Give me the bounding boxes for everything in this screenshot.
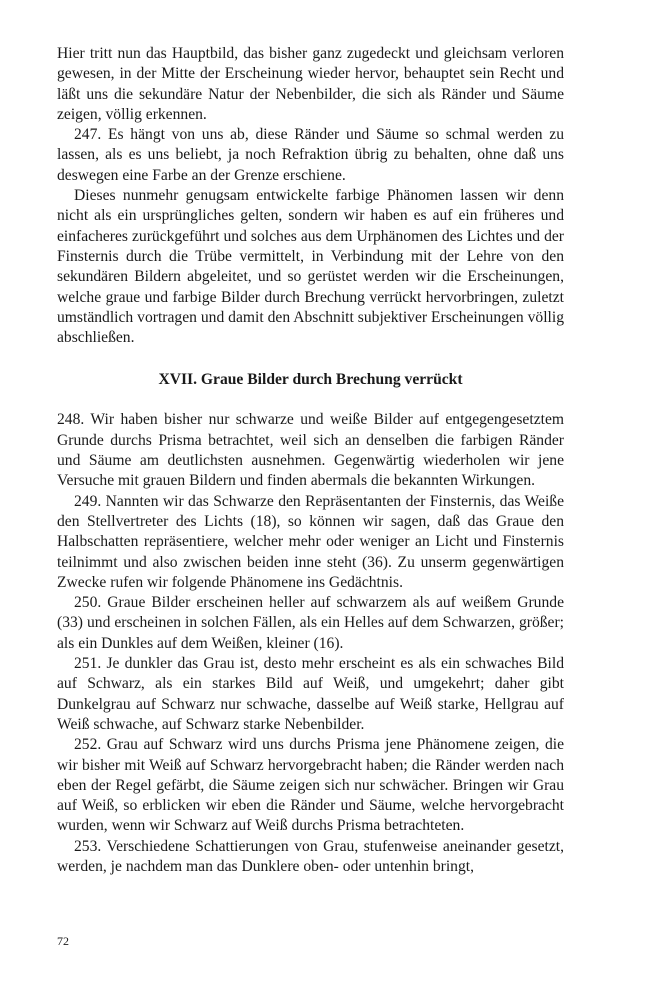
page-number: 72 xyxy=(57,934,69,948)
paragraph-251: 251. Je dunkler das Grau ist, desto mehr erscheint es als ein schwaches Bild auf Schwarz, als ein starkes Bild auf Weiß, und umgekehrt; daher gibt Dunkelgrau auf Schwarz nur schwache, dasselbe auf Weiß starke, Hellgrau auf Weiß schwache, auf Schwarz starke Nebenbilder. xyxy=(57,655,564,733)
paragraph-249: 249. Nannten wir das Schwarze den Repräsentanten der Finsternis, das Weiße den Stellvertreter des Lichts (18), so können wir sagen, daß das Graue den Halbschatten repräsentiere, welcher mehr oder weniger an Licht und Finsternis teilnimmt und also zwischen beiden inne steht (36). Zu unserm gegenwärtigen Zwecke rufen wir folgende Phänomene ins Gedächtnis. xyxy=(57,492,564,591)
paragraph-252: 252. Grau auf Schwarz wird uns durchs Prisma jene Phänomene zeigen, die wir bisher mit Weiß auf Schwarz hervorgebracht haben; die Ränder werden nach eben der Regel gefärbt, die Säume zeigen sich nur schwächer. Bringen wir Grau auf Weiß, so erblicken wir eben die Ränder und Säume, welche hervorgebracht wurden, wenn wir Schwarz auf Weiß durchs Prisma betrachteten. xyxy=(57,736,564,835)
section-heading: XVII. Graue Bilder durch Brechung verrückt xyxy=(158,371,463,389)
paragraph-248: 248. Wir haben bisher nur schwarze und weiße Bilder auf entgegengesetztem Grunde durchs Prisma betrachtet, weil sich an denselben die farbigen Ränder und Säume am deutlichsten ausnehmen. Gegenwärtig wiederholen wir jene Versuche mit grauen Bildern und finden abermals die bekannten Wirkungen. xyxy=(57,411,564,490)
paragraph-continuation: Hier tritt nun das Hauptbild, das bisher ganz zugedeckt und gleichsam verloren gewesen, in der Mitte der Erscheinung wieder hervor, behauptet sein Recht und läßt uns die sekundäre Natur der Nebenbilder, die sich als Ränder und Säume zeigen, völlig erkennen. xyxy=(57,45,564,123)
body-text-section xyxy=(57,410,564,877)
paragraph-253: 253. Verschiedene Schattierungen von Grau, stufenweise aneinander gesetzt, werden, je nachdem man das Dunklere oben- oder untenhin bringt, xyxy=(57,837,564,875)
paragraph-250: 250. Graue Bilder erscheinen heller auf schwarzem als auf weißem Grunde (33) und erscheinen in solchen Fällen, als ein Helles auf dem Schwarzen, größer; als ein Dunkles auf dem Weißen, kleiner (16). xyxy=(57,594,564,652)
paragraph-247: 247. Es hängt von uns ab, diese Ränder und Säume so schmal werden zu lassen, als es uns beliebt, ja noch Refraktion übrig zu behalten, ohne daß uns deswegen eine Farbe an der Grenze erschiene. xyxy=(57,126,564,184)
paragraph-dieses: Dieses nunmehr genugsam entwickelte farbige Phänomen lassen wir denn nicht als ein ursprüngliches gelten, sondern wir haben es auf ein früheres und einfacheres zurückgeführt und solches aus dem Urphänomen des Lichtes und der Finsternis durch die Trübe vermittelt, in Verbindung mit der Lehre von den sekundären Bildern abgeleitet, und so gerüstet werden wir die Erscheinungen, welche graue und farbige Bilder durch Brechung verrückt hervorbringen, zuletzt umständlich vortragen und damit den Abschnitt subjektiver Erscheinungen völlig abschließen. xyxy=(57,187,564,347)
body-text-top xyxy=(57,44,564,348)
